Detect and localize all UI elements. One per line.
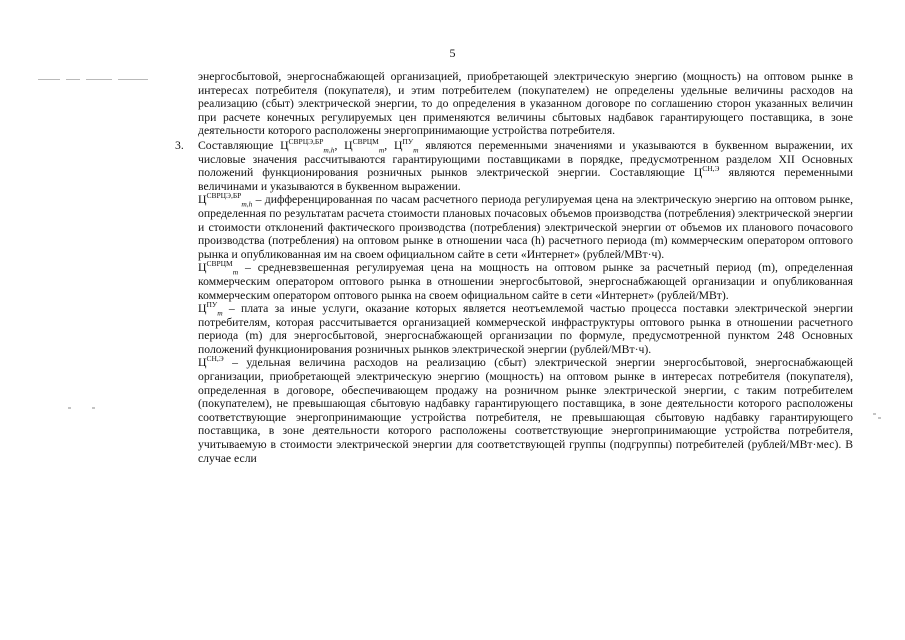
- intro-paragraph: энергосбытовой, энергоснабжающей организацией, приобретающей электрическую энергию (мощность) на оптовом рынке в интересах потребителя (покупателя), и этим потребителем (покупателем) не определены удельные величины расходов на реализацию (сбыт) электрической энергии, то до определения в указанном договоре по соглашению сторон указанных величин при расчете конечных регулируемых цен применяются величины сбытовых надбавок гарантирующего поставщика, в зоне деятельности которого расположены энергопринимающие устройства потребителя.: [198, 70, 853, 138]
- symbol-sub: m: [232, 267, 239, 277]
- definition-text: – удельная величина расходов на реализацию (сбыт) электрической энергии энергосбытовой, энергоснабжающей организации, приобретающей электрическую энергию (мощность) на оптовом рынке в интересах потребителя (покупателя), определенная в договоре, обеспечивающем продажу на розничном рынке электрической энергии, с таким потребителем (покупателем), не превышающая сбытовую надбавку гарантирующего поставщика, в зоне деятельности которого расположены соответствующие энергопринимающие устройства потребителя, не превышающая сбытовую надбавку гарантирующего поставщика, в зоне деятельности которого расположены соответствующие энергопринимающие устройства потребителя, учитываемую в стоимости электрической энергии для соответствующей группы (подгруппы) потребителей (рублей/МВт·мес). В случае если: [198, 356, 854, 465]
- definition-symbol: [198, 356, 224, 369]
- scan-artifact: [68, 407, 71, 409]
- symbol-sup: ПУ: [206, 300, 218, 310]
- symbol-base: Ц: [693, 166, 703, 180]
- document-body: [175, 70, 854, 465]
- symbol-base: Ц: [198, 356, 207, 370]
- definition-svrcm: [198, 261, 853, 302]
- scan-artifact: [66, 79, 80, 80]
- symbol-pu: [393, 137, 419, 155]
- symbol-base: Ц: [344, 138, 353, 152]
- symbol-sup: СВРЦЭ,БР: [206, 191, 242, 201]
- separator: ,: [384, 138, 388, 152]
- list-item-3: [175, 137, 854, 193]
- list-item-3-text-b: являются переменными величинами и указываются в буквенном выражении.: [198, 166, 854, 193]
- list-item-3-text-a: являются переменными значениями и указываются в буквенном выражении, их числовые значения рассчитываются гарантирующими поставщиками в порядке, предусмотренном разделом XII Основных положений функционирования розничных рынков электрической энергии. Составляющие: [198, 138, 854, 180]
- symbol-sup: ПУ: [402, 137, 414, 147]
- scan-artifact: [92, 407, 95, 409]
- scan-artifact: [86, 79, 112, 80]
- symbol-sup: СВРЦЭ,БР: [288, 137, 324, 147]
- symbol-sn-e: [694, 166, 720, 179]
- symbol-sub: m: [413, 145, 419, 155]
- symbol-base: Ц: [198, 302, 207, 316]
- symbol-base: Ц: [198, 193, 207, 207]
- definition-symbol: [198, 259, 239, 277]
- list-item-number: 3.: [175, 138, 184, 152]
- symbol-base: Ц: [280, 138, 289, 152]
- definition-text: – дифференцированная по часам расчетного периода регулируемая цена на электрическую энергию на оптовом рынке, определенная по результатам расчета стоимости плановых почасовых объемов производства (потребления) электрической энергии и стоимости отклонений фактического производства (потребления) электрической энергии от объемов их планового почасового производства (потребления) на оптовом рынке в отношении часа (h) расчетного периода (m) коммерческим оператором оптового рынка и опубликованная им на своем официальном сайте в сети «Интернет» (рублей/МВт·ч).: [198, 193, 853, 261]
- definition-sn-e: [198, 356, 853, 465]
- symbol-base: Ц: [198, 261, 207, 275]
- symbol-sup: СН,Э: [206, 354, 224, 364]
- separator: ,: [334, 138, 338, 152]
- symbol-base: Ц: [393, 138, 403, 152]
- definition-pu: [198, 302, 853, 356]
- symbol-sub: m: [378, 145, 385, 155]
- definition-text: – плата за иные услуги, оказание которых является неотъемлемой частью процесса поставки электрической энергии потребителям, которая рассчитывается организацией коммерческой инфраструктуры оптового рынка в отношении расчетного периода (m) для энергосбытовой, энергоснабжающей организации по формуле, предусмотренной пунктом 248 Основных положений функционирования розничных рынков электрической энергии (рублей/МВт·ч).: [198, 302, 854, 356]
- scan-artifact: [38, 79, 60, 80]
- scan-artifact: [873, 413, 876, 415]
- symbol-sup: СВРЦМ: [206, 259, 233, 269]
- definition-symbol: [198, 300, 223, 318]
- page-number: 5: [449, 46, 456, 60]
- definition-svrce-br: [198, 193, 853, 261]
- symbol-sup: СВРЦМ: [352, 137, 379, 147]
- symbol-svrce-br: [280, 137, 335, 155]
- lead-word: Составляющие: [198, 138, 274, 152]
- definition-text: – средневзвешенная регулируемая цена на мощность на оптовом рынке за расчетный период (m), определенная коммерческим оператором оптового рынка в отношении энергосбытовой, энергоснабжающей организации и опубликованная коммерческим оператором оптового рынка на своем официальном сайте в сети «Интернет» (рублей/МВт).: [198, 261, 854, 302]
- scan-artifact: [878, 417, 881, 419]
- definition-symbol: [198, 191, 253, 209]
- symbol-svrcm: [344, 137, 385, 155]
- symbol-sub: m,h: [323, 145, 335, 155]
- scan-artifact: [118, 79, 148, 80]
- list-item-3-text: [198, 139, 853, 193]
- symbol-sub: m: [217, 308, 223, 318]
- symbol-sub: m,h: [241, 199, 253, 209]
- symbol-sup: СН,Э: [702, 164, 720, 174]
